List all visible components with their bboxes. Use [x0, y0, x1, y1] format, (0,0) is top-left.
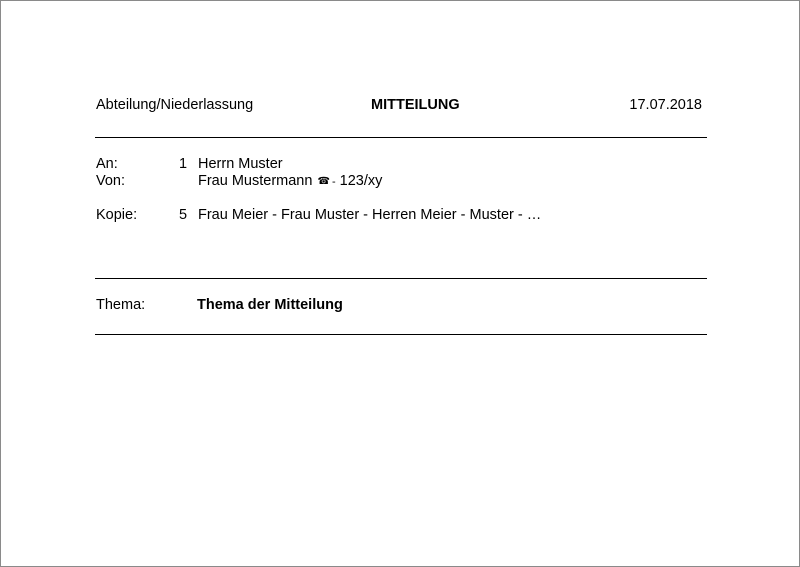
phone-icon: ☎ [317, 176, 330, 187]
from-value [198, 173, 382, 191]
to-value: Herrn Muster [198, 156, 283, 172]
recipients-divider [95, 278, 707, 279]
department-label: Abteilung/Niederlassung [96, 97, 254, 113]
copy-label: Kopie: [96, 207, 138, 223]
copy-count: 5 [179, 207, 188, 223]
subject-value: Thema der Mitteilung [197, 297, 343, 313]
from-phone: 123/xy [339, 173, 383, 189]
subject-label: Thema: [96, 297, 146, 313]
header-divider [95, 137, 707, 138]
from-label: Von: [96, 173, 126, 189]
document-date: 17.07.2018 [629, 97, 702, 113]
to-count: 1 [179, 156, 188, 172]
subject-divider [95, 334, 707, 335]
document-title: MITTEILUNG [371, 97, 460, 113]
phone-separator: - [331, 176, 336, 188]
to-label: An: [96, 156, 118, 172]
from-name: Frau Mustermann [198, 173, 313, 189]
copy-value: Frau Meier - Frau Muster - Herren Meier - Muster - … [198, 207, 542, 223]
